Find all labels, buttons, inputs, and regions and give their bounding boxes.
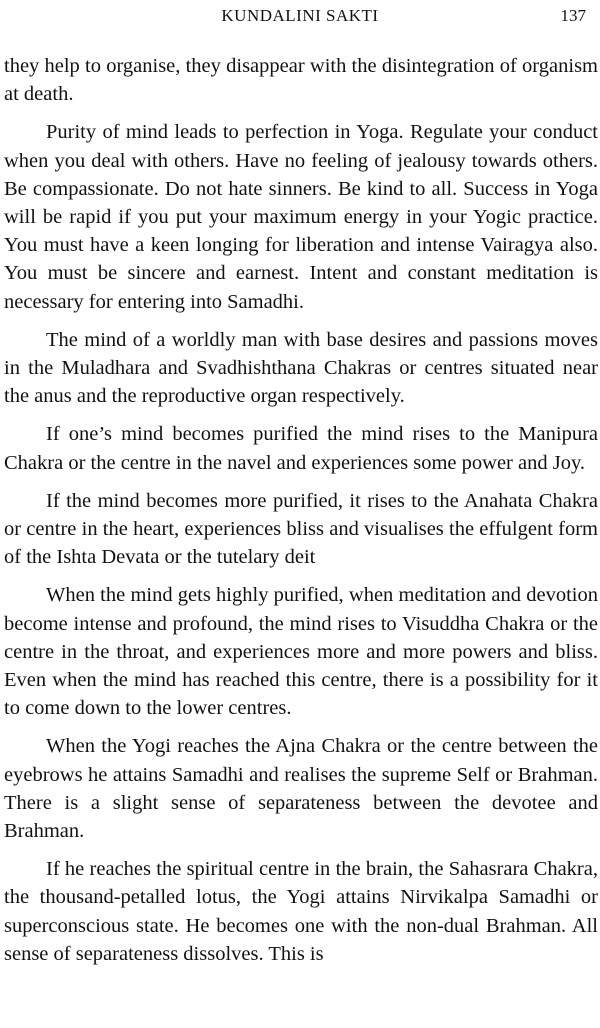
book-title: KUNDALINI SAKTI — [221, 6, 379, 25]
paragraph-visuddha: When the mind gets highly purified, when meditation and devotion become intense and profound, the mind rises to Visuddha Chakra or the centre in the throat, and experiences more and more powers and bliss. Even when the mind has reached this centre, there is a possibility for it to come down to the lower centres. — [4, 584, 598, 720]
paragraph-ajna: When the Yogi reaches the Ajna Chakra or the centre between the eyebrows he attains Samadhi and realises the supreme Self or Brahman. There is a slight sense of separateness between the devotee and Brahman. — [4, 735, 598, 843]
page-number: 137 — [560, 6, 586, 25]
paragraph-purity-of-mind: Purity of mind leads to perfection in Yoga. Regulate your conduct when you deal with others. Have no feeling of jealousy towards others. Be compassionate. Do not hate sinners. Be kind to all. Success in Yoga will be rapid if you put your maximum energy in your Yogic practice. You must have a keen longing for liberation and intense Vairagya also. You must be sincere and earnest. Intent and constant meditation is necessary for entering into Samadhi. — [4, 121, 598, 313]
paragraph-worldly-mind: The mind of a worldly man with base desires and passions moves in the Muladhara and Svadhishthana Chakras or centres situated near the anus and the reproductive organ respectively. — [4, 328, 598, 408]
paragraph-anahata: If the mind becomes more purified, it rises to the Anahata Chakra or centre in the heart, experiences bliss and visualises the effulgent form of the Ishta Devata or the tutelary deit — [4, 489, 598, 569]
paragraph-continued: they help to organise, they disappear with the disintegration of organism at death. — [4, 55, 598, 106]
paragraph-sahasrara: If he reaches the spiritual centre in the brain, the Sahasrara Chakra, the thousand-petalled lotus, the Yogi attains Nirvikalpa Samadhi or superconscious state. He becomes one with the non-dual Brahman. All sense of separateness dissolves. This is — [4, 858, 598, 965]
body-text — [4, 52, 598, 978]
paragraph-manipura: If one’s mind becomes purified the mind rises to the Manipura Chakra or the centre in the navel and experiences some power and Joy. — [4, 423, 598, 474]
running-head — [0, 4, 600, 30]
